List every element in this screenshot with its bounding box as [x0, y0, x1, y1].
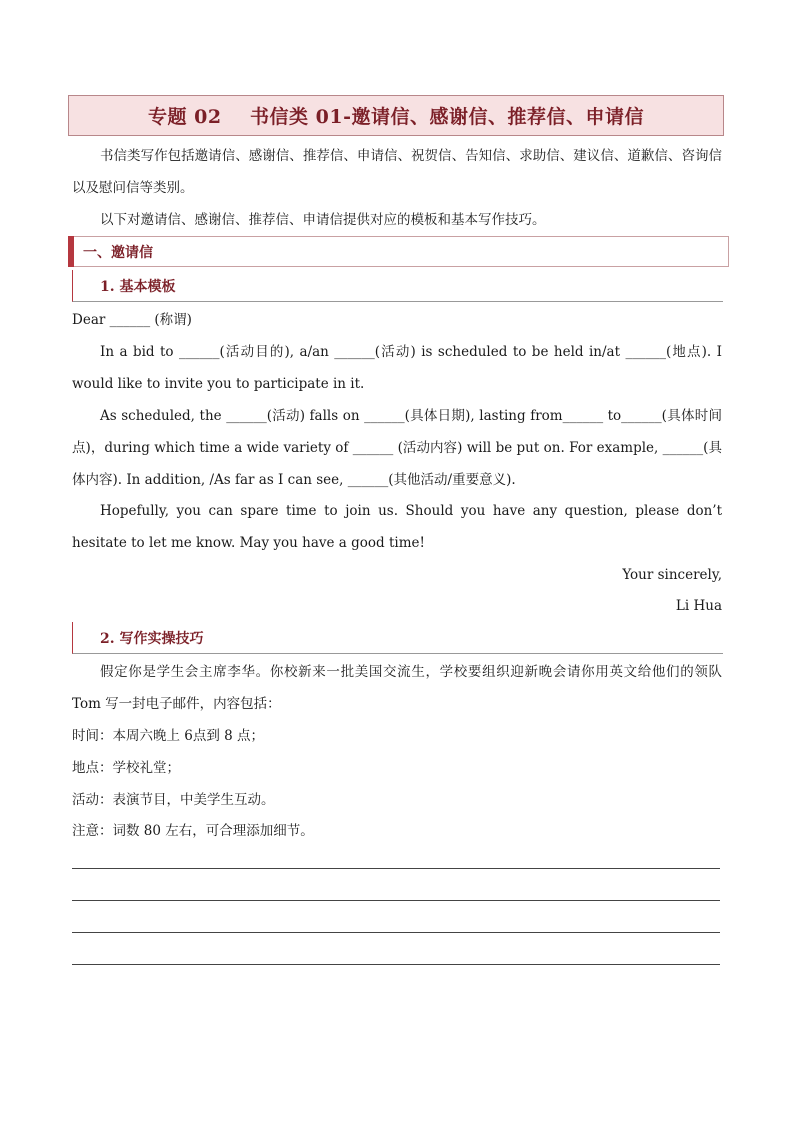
task-prompt: 假定你是学生会主席李华。你校新来一批美国交流生，学校要组织迎新晚会请你用英文给他们的领队Tom 写一封电子邮件，内容包括： [72, 664, 722, 712]
subheading-writing-practice [72, 622, 723, 654]
task-activity: 活动：表演节目，中美学生互动。 [72, 792, 275, 808]
section-heading-invitation [68, 236, 729, 267]
task-place: 地点：学校礼堂； [72, 760, 180, 776]
answer-line[interactable] [72, 964, 720, 965]
letter-signature: Li Hua [675, 598, 722, 614]
section-accent-bar [68, 236, 74, 267]
subheading-basic-template [72, 270, 723, 302]
section-heading-label: 一、邀请信 [83, 245, 153, 261]
letter-paragraph-1: In a bid to ______(活动目的), a/an ______(活动) is scheduled to be held in/at ______(地点). I would like to invite you to participate in it. [72, 344, 722, 392]
letter-greeting: Dear ______ (称谓) [72, 312, 192, 328]
intro-paragraph-2: 以下对邀请信、感谢信、推荐信、申请信提供对应的模板和基本写作技巧。 [100, 212, 546, 228]
answer-line[interactable] [72, 900, 720, 901]
subheading-label: 1. 基本模板 [100, 279, 176, 295]
topic-number: 专题 02 [148, 106, 222, 128]
topic-name: 书信类 01-邀请信、感谢信、推荐信、申请信 [250, 106, 644, 128]
letter-paragraph-2: As scheduled, the ______(活动) falls on ______(具体日期), lasting from______ to______(具体时间点)，during which time a wide variety of ______ (活动内容) will be put on. For example, ______(具体内容). In addition, /As far as I can see, ______(其他活动/重要意义). [72, 408, 722, 488]
letter-closing: Your sincerely, [622, 567, 722, 583]
answer-line[interactable] [72, 932, 720, 933]
task-note: 注意：词数 80 左右，可合理添加细节。 [72, 823, 314, 839]
topic-title [68, 95, 724, 136]
answer-line[interactable] [72, 868, 720, 869]
task-time: 时间：本周六晚上 6点到 8 点； [72, 728, 265, 744]
subheading-label: 2. 写作实操技巧 [100, 631, 204, 647]
intro-paragraph-1: 书信类写作包括邀请信、感谢信、推荐信、申请信、祝贺信、告知信、求助信、建议信、道歉信、咨询信以及慰问信等类别。 [72, 148, 722, 196]
letter-paragraph-3: Hopefully, you can spare time to join us. Should you have any question, please don’t hesitate to let me know. May you have a good time! [72, 503, 722, 551]
